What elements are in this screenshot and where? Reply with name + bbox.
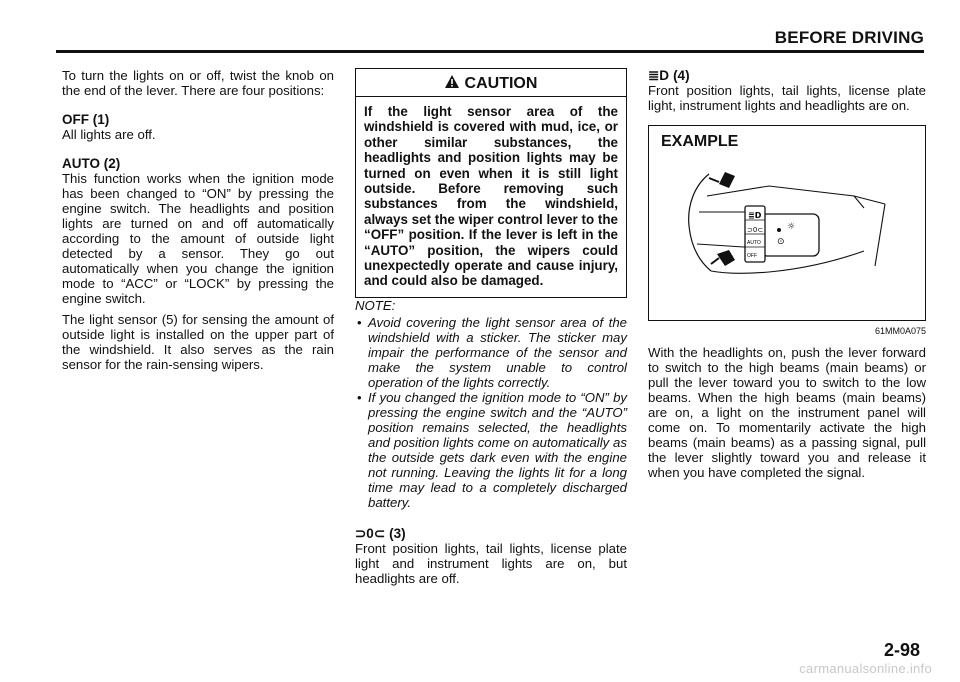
caution-text: If the light sensor area of the windshield is covered with mud, ice, or other similar substances, the headlights and position lights may be turned on even when it is still light outside. Before removing such substances from the windshield, always set the wiper control lever to the “OFF” position. If the lever is left in the “AUTO” position, the wipers could unexpectedly operate and cause injury, and could also be damaged.	[364, 104, 618, 289]
svg-text:⊃0⊂: ⊃0⊂	[747, 226, 764, 234]
warning-triangle-icon	[445, 75, 459, 91]
position-3-heading	[355, 526, 627, 541]
header-rule	[56, 50, 924, 53]
caution-header	[356, 69, 626, 97]
position-3-text: Front position lights, tail lights, license plate light and instrument lights are on, but headlights are off.	[355, 540, 627, 586]
svg-text:☼: ☼	[787, 222, 796, 232]
column-middle	[355, 68, 627, 586]
svg-text:≣D: ≣D	[748, 211, 762, 220]
auto-text: This function works when the ignition mode has been changed to “ON” by pressing the engine switch. The headlights and position lights are turned on and off automatically according to the amount of outside light detected by a sensor. They go out automatically when you change the ignition mode to “ACC” or “LOCK” by pressing the engine switch.	[62, 171, 334, 306]
caution-title: CAUTION	[464, 75, 538, 92]
svg-text:⊙: ⊙	[777, 237, 785, 247]
sensor-text: The light sensor (5) for sensing the amount of outside light is installed on the upper part of the windshield. It also serves as the rain sensor for the rain-sensing wipers.	[62, 312, 334, 372]
position-4-text: Front position lights, tail lights, license plate light, instrument lights and headlights are on.	[648, 83, 926, 113]
position-4-heading	[648, 68, 926, 83]
example-label: EXAMPLE	[661, 133, 739, 150]
watermark: carmanualsonline.info	[799, 661, 932, 676]
note-item: • If you changed the ignition mode to “ON” by pressing the engine switch and the “AUTO” position remains selected, the headlights and position lights come on automatically as the outside gets dark even with the engine not running. Leaving the lights lit for a long time may lead to a completely discharged battery.	[355, 390, 627, 510]
off-heading: OFF (1)	[62, 112, 110, 127]
note-label: NOTE:	[355, 297, 396, 313]
intro-paragraph: To turn the lights on or off, twist the knob on the end of the lever. There are four positions:	[62, 68, 334, 98]
column-right	[648, 68, 926, 480]
light-switch-lever-illustration	[649, 126, 925, 320]
position-4-number: (4)	[673, 68, 690, 83]
off-text: All lights are off.	[62, 127, 156, 142]
switch-off-label: OFF	[747, 253, 757, 259]
auto-heading: AUTO (2)	[62, 156, 121, 171]
page-number: 2-98	[883, 640, 920, 660]
position-lights-icon: ⊃0⊂	[355, 525, 386, 541]
position-3-number: (3)	[389, 525, 406, 541]
switch-auto-label: AUTO	[747, 240, 761, 246]
note-list	[355, 315, 627, 510]
high-beam-text: With the headlights on, push the lever forward to switch to the high beams (main beams) or pull the lever toward you to switch to the low beams. When the high beams (main beams) are on, a light on the instrument panel will come on. To momentarily activate the high beams (main beams) as a passing signal, pull the lever slightly toward you and release it when you have completed the signal.	[648, 345, 926, 480]
note-item: • Avoid covering the light sensor area of the windshield with a sticker. The sticker may impair the performance of the sensor and make the system unable to control operation of the lights correctly.	[355, 315, 627, 390]
caution-box	[355, 68, 627, 298]
example-figure	[648, 125, 926, 321]
column-left	[62, 68, 334, 372]
figure-code: 61MM0A075	[874, 326, 926, 336]
headlight-icon: ≣D	[648, 68, 670, 83]
section-title: BEFORE DRIVING	[774, 28, 924, 47]
